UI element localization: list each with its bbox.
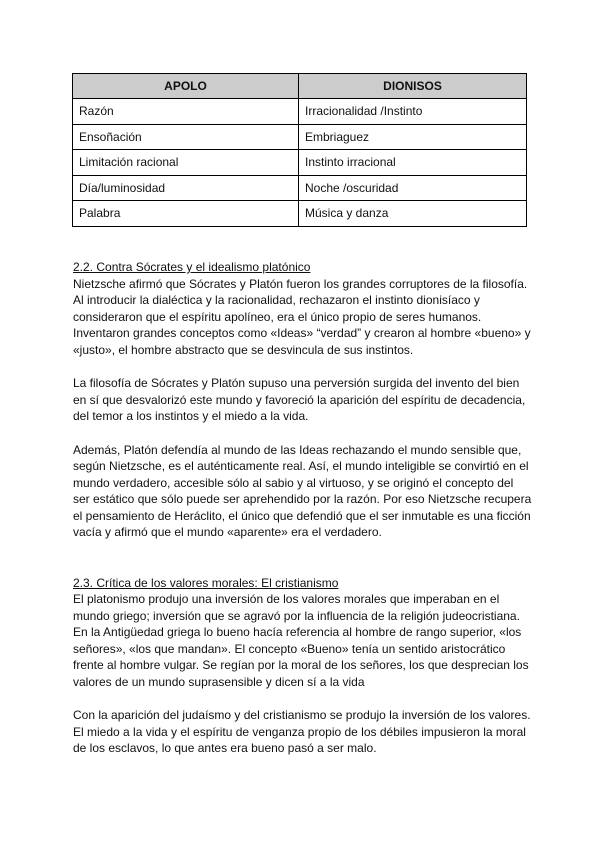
dionisos-cell: Música y danza xyxy=(299,201,527,227)
apolo-dionisos-table xyxy=(72,73,527,227)
table-row xyxy=(73,150,527,176)
table-header-row xyxy=(73,74,527,99)
paragraph: La filosofía de Sócrates y Platón supuso una perversión surgida del invento del bien en sí que desvalorizó este mundo y favoreció la aparición del espíritu de decadencia, del temor a los instintos y el miedo a la vida. xyxy=(73,376,526,423)
dionisos-cell: Noche /oscuridad xyxy=(299,175,527,201)
paragraph: El platonismo produjo una inversión de los valores morales que imperaban en el mundo griego; inversión que se agravó por la influencia de la religión judeocristiana. En la Antigüedad griega lo bueno hacía referencia al hombre de rango superior, «los señores», «los que mandan». El concepto «Bueno» tenía un sentido aristocrático frente al hombre vulgar. Se regían por la moral de los señores, los que desprecian los valores de un mundo suprasensible y dicen sí a la vida xyxy=(73,592,529,689)
paragraph: Con la aparición del judaísmo y del cristianismo se produjo la inversión de los valores. El miedo a la vida y el espíritu de venganza propio de los débiles impusieron la moral de los esclavos, lo que antes era bueno pasó a ser malo. xyxy=(73,708,531,755)
apolo-cell: Ensoñación xyxy=(73,124,299,150)
table-row xyxy=(73,175,527,201)
header-apolo: APOLO xyxy=(73,74,299,99)
section-heading-cristianismo: 2.3. Crítica de los valores morales: El cristianismo xyxy=(73,575,339,590)
apolo-cell: Limitación racional xyxy=(73,150,299,176)
dionisos-cell: Embriaguez xyxy=(299,124,527,150)
dionisos-cell: Irracionalidad /Instinto xyxy=(299,99,527,125)
paragraph: Nietzsche afirmó que Sócrates y Platón fueron los grandes corruptores de la filosofía. Al introducir la dialéctica y la racionalidad, rechazaron el instinto dionisíaco y consideraron que el espíritu apolíneo, era el único propio de seres humanos. Inventaron grandes conceptos como «Ideas» “verdad” y crearon al hombre «bueno» y «justo», el hombre abstracto que se desvincula de sus instintos. xyxy=(73,276,531,357)
dionisos-cell: Instinto irracional xyxy=(299,150,527,176)
body-text xyxy=(73,259,533,757)
table-row xyxy=(73,99,527,125)
apolo-cell: Palabra xyxy=(73,201,299,227)
paragraph: Además, Platón defendía al mundo de las Ideas rechazando el mundo sensible que, según Nietzsche, es el auténticamente real. Así, el mundo inteligible se convirtió en el mundo verdadero, accesible sólo al sabio y al virtuoso, y se originó el concepto del ser estático que sólo puede ser aprehendido por la razón. Por eso Nietzsche recupera el pensamiento de Heráclito, el único que defendió que el ser inmutable es una ficción vacía y afirmó que el mundo «aparente» era el verdadero. xyxy=(73,442,532,539)
apolo-cell: Día/luminosidad xyxy=(73,175,299,201)
table-row xyxy=(73,124,527,150)
section-heading-socrates: 2.2. Contra Sócrates y el idealismo platónico xyxy=(73,260,311,274)
table-row xyxy=(73,201,527,227)
apolo-cell: Razón xyxy=(73,99,299,125)
header-dionisos: DIONISOS xyxy=(299,74,527,99)
